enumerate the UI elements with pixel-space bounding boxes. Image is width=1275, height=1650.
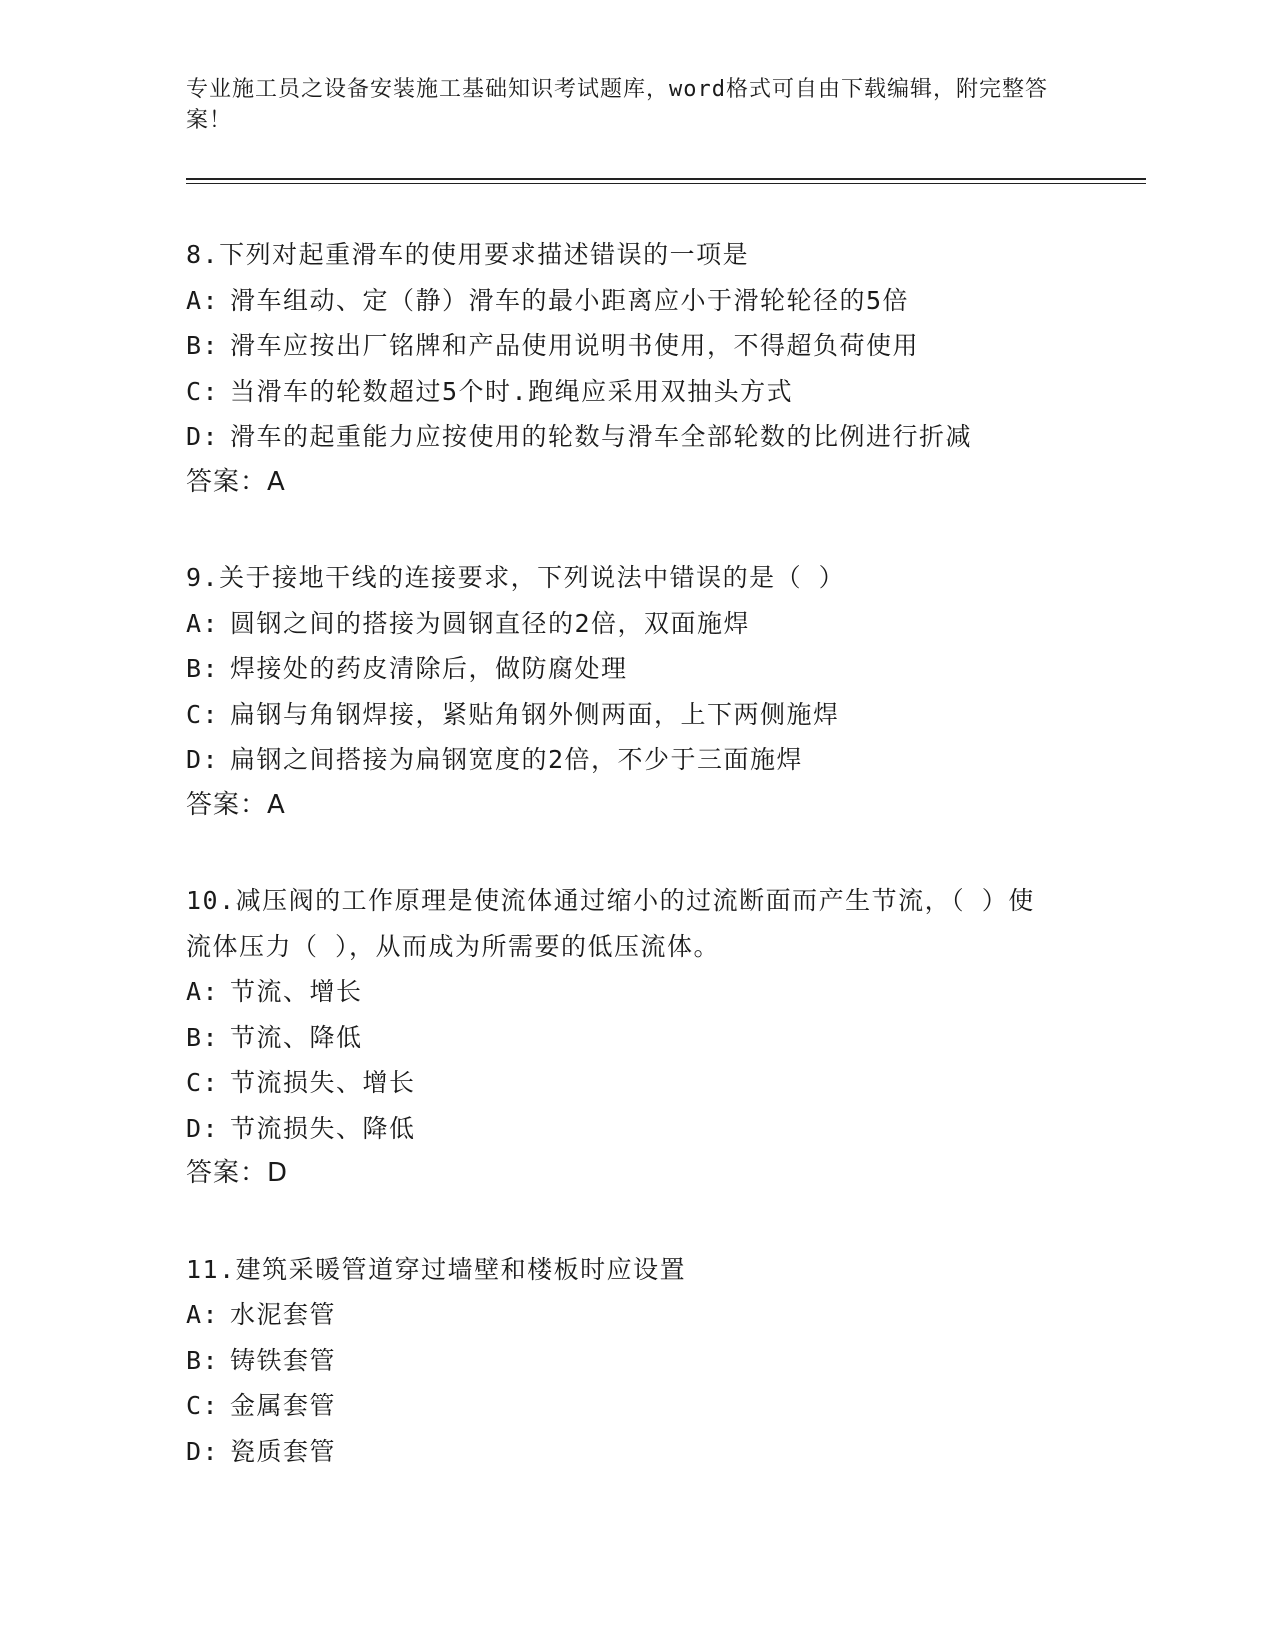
question-stem: 8.下列对起重滑车的使用要求描述错误的一项是 — [186, 240, 750, 269]
question-option — [186, 692, 1146, 738]
option-key: B: — [186, 331, 220, 360]
question-answer: 答案：A — [186, 789, 286, 820]
question-option — [186, 737, 1146, 783]
option-key: D: — [186, 422, 220, 451]
option-text: 铸铁套管 — [230, 1345, 337, 1375]
question-option — [186, 278, 1146, 324]
question-option — [186, 369, 1146, 415]
option-text: 瓷质套管 — [230, 1436, 337, 1466]
question-answer: 答案：A — [186, 466, 286, 497]
question-option — [186, 1106, 1146, 1152]
header-divider — [186, 178, 1146, 180]
option-text: 焊接处的药皮清除后，做防腐处理 — [230, 654, 628, 683]
option-text: 滑车的起重能力应按使用的轮数与滑车全部轮数的比例进行折减 — [230, 422, 973, 451]
option-key: B: — [186, 1345, 220, 1375]
option-text: 节流、降低 — [230, 1022, 363, 1052]
option-text: 水泥套管 — [230, 1300, 337, 1329]
option-text: 节流损失、增长 — [230, 1068, 416, 1097]
option-text: 滑车组动、定（静）滑车的最小距离应小于滑轮轮径的5倍 — [230, 285, 910, 315]
question-answer: 答案：D — [186, 1158, 289, 1188]
question-option — [186, 323, 1146, 369]
question-option — [186, 1429, 1146, 1475]
header-divider-thin — [186, 183, 1146, 184]
question-item — [186, 878, 1146, 1197]
option-key: D: — [186, 1436, 220, 1466]
option-text: 节流损失、降低 — [230, 1113, 416, 1143]
question-item — [186, 232, 1146, 505]
option-text: 圆钢之间的搭接为圆钢直径的2倍，双面施焊 — [230, 608, 751, 638]
question-option — [186, 1015, 1146, 1061]
question-option — [186, 1383, 1146, 1429]
option-key: C: — [186, 699, 220, 729]
question-stem: 10.减压阀的工作原理是使流体通过缩小的过流断面而产生节流，（ ）使流体压力（ ），从而成为所需要的低压流体。 — [186, 886, 1035, 961]
option-key: D: — [186, 745, 220, 774]
question-item — [186, 555, 1146, 828]
question-option — [186, 1060, 1146, 1106]
question-option — [186, 601, 1146, 647]
page-header-text: 专业施工员之设备安装施工基础知识考试题库，word格式可自由下载编辑，附完整答案！ — [186, 77, 1048, 133]
question-stem: 11.建筑采暖管道穿过墙壁和楼板时应设置 — [186, 1254, 687, 1284]
option-text: 扁钢与角钢焊接，紧贴角钢外侧两面，上下两侧施焊 — [230, 699, 840, 729]
option-key: C: — [186, 1068, 220, 1097]
option-text: 节流、增长 — [230, 977, 363, 1006]
option-key: A: — [186, 608, 220, 638]
option-key: D: — [186, 1113, 220, 1143]
option-text: 当滑车的轮数超过5个时.跑绳应采用双抽头方式 — [230, 376, 794, 406]
question-option — [186, 969, 1146, 1015]
question-option — [186, 414, 1146, 460]
option-text: 扁钢之间搭接为扁钢宽度的2倍，不少于三面施焊 — [230, 745, 804, 774]
option-key: A: — [186, 285, 220, 315]
question-list — [186, 232, 1146, 1524]
question-option — [186, 1338, 1146, 1384]
option-text: 金属套管 — [230, 1391, 337, 1420]
option-key: B: — [186, 1022, 220, 1052]
option-key: A: — [186, 1300, 220, 1329]
document-page — [186, 0, 1146, 1650]
option-text: 滑车应按出厂铭牌和产品使用说明书使用，不得超负荷使用 — [230, 331, 920, 360]
question-option — [186, 1292, 1146, 1338]
option-key: C: — [186, 376, 220, 406]
question-item — [186, 1247, 1146, 1475]
question-stem: 9.关于接地干线的连接要求，下列说法中错误的是（ ） — [186, 563, 846, 592]
question-option — [186, 646, 1146, 692]
option-key: C: — [186, 1391, 220, 1420]
option-key: A: — [186, 977, 220, 1006]
option-key: B: — [186, 654, 220, 683]
